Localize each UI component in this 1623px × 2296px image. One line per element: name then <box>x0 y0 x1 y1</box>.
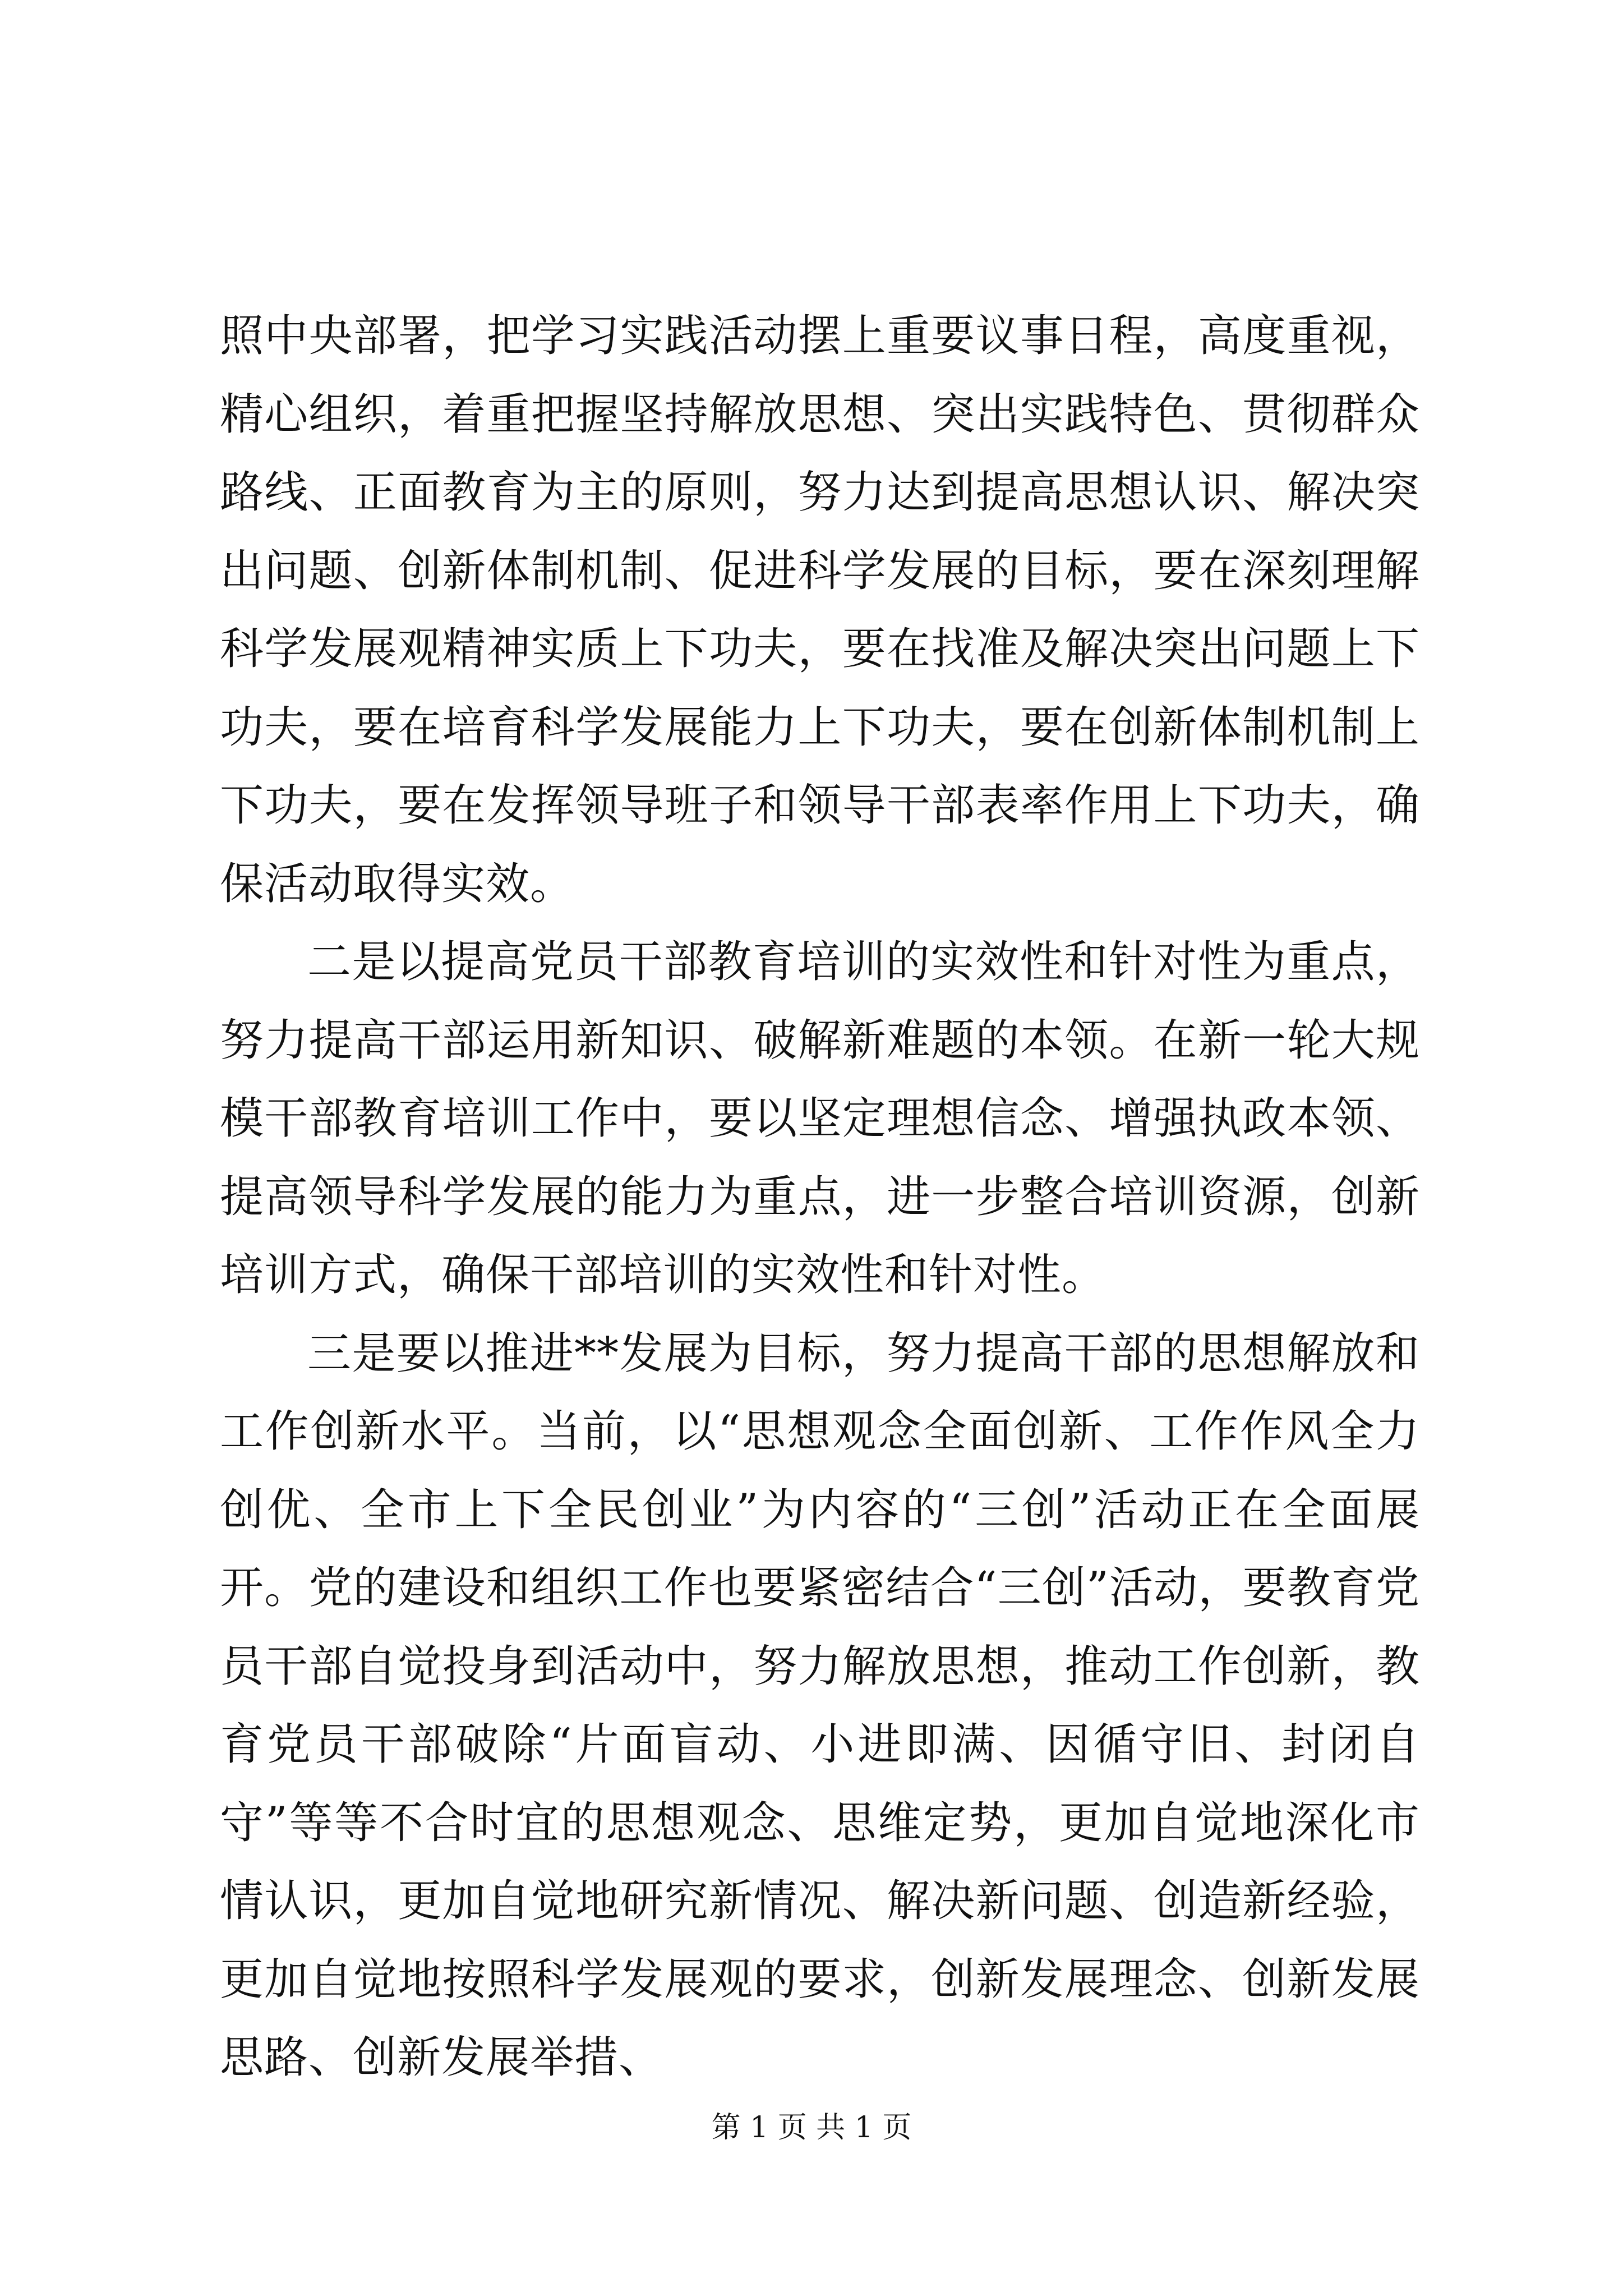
paragraph-3: 三是要以推进**发展为目标，努力提高干部的思想解放和工作创新水平。当前，以“思想观念全面创新、工作作风全力创优、全市上下全民创业”为内容的“三创”活动正在全面展开。党的建设和组织工作也要紧密结合“三创”活动，要教育党员干部自觉投身到活动中，努力解放思想，推动工作创新，教育党员干部破除“片面盲动、小进即满、因循守旧、封闭自守”等等不合时宜的思想观念、思维定势，更加自觉地深化市情认识，更加自觉地研究新情况、解决新问题、创造新经验，更加自觉地按照科学发展观的要求，创新发展理念、创新发展思路、创新发展举措、 <box>220 1328 1420 2083</box>
paragraph-2: 二是以提高党员干部教育培训的实效性和针对性为重点，努力提高干部运用新知识、破解新难题的本领。在新一轮大规模干部教育培训工作中，要以坚定理想信念、增强执政本领、提高领导科学发展的能力为重点，进一步整合培训资源，创新培训方式，确保干部培训的实效性和针对性。 <box>220 937 1420 1300</box>
paragraph-1: 照中央部署，把学习实践活动摆上重要议事日程，高度重视，精心组织，着重把握坚持解放思想、突出实践特色、贯彻群众路线、正面教育为主的原则，努力达到提高思想认识、解决突出问题、创新体制机制、促进科学发展的目标，要在深刻理解科学发展观精神实质上下功夫，要在找准及解决突出问题上下功夫，要在培育科学发展能力上下功夫，要在创新体制机制上下功夫，要在发挥领导班子和领导干部表率作用上下功夫，确保活动取得实效。 <box>220 311 1420 909</box>
page-footer: 第 1 页 共 1 页 <box>711 2111 912 2145</box>
document-body <box>220 297 1420 2097</box>
